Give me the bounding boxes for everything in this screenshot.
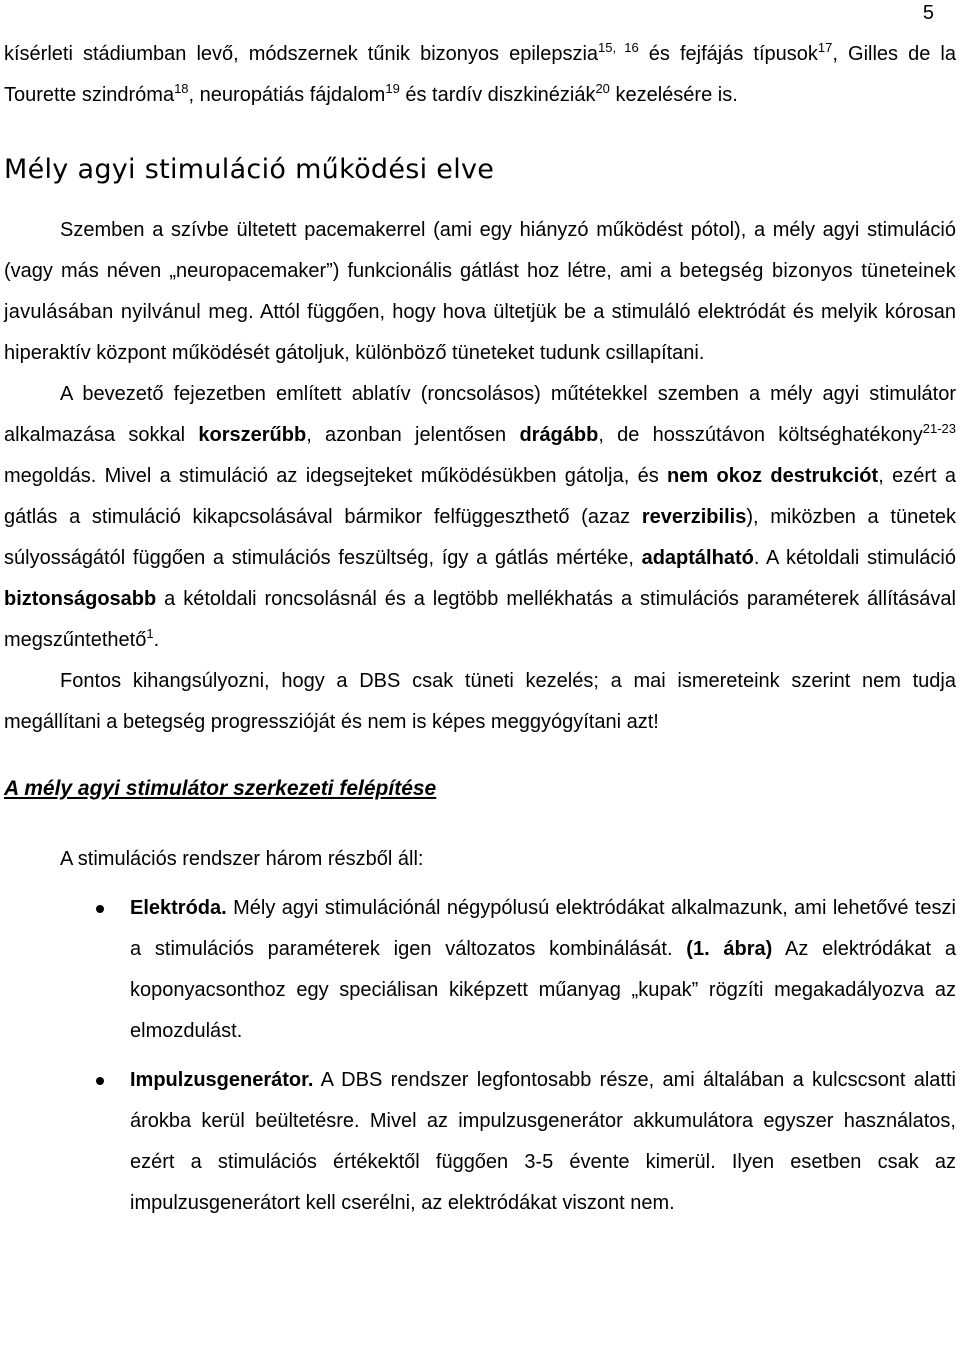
citation: 21-23 xyxy=(922,421,956,436)
citation: 15, 16 xyxy=(598,40,639,55)
document-body xyxy=(4,34,956,1232)
intro-paragraph: kísérleti stádiumban levő, módszernek tűnik bizonyos epilepszia$^{15, 16}$ és fejfájás típusok$^{17}$, Gilles de la Tourette szindróma$^{18}$, neuropátiás fájdalom$^{19}$ és tardív diszkinéziák$^{20}$ kezelésére is. xyxy=(4,40,956,106)
bullet-icon xyxy=(96,1077,104,1085)
list-item-electrode: Elektróda. Mély agyi stimulációnál négypólusú elektródákat alkalmazunk, ami lehetővé teszi a stimulációs paraméterek igen változatos kombinálását. (1. ábra) Az elektródákat a koponyacsonthoz egy speciálisan kiképzett műanyag „kupak” rögzíti megakadályozva az elmozdulást. xyxy=(4,888,956,1052)
paragraph-principle: Szemben a szívbe ültetett pacemakerrel (ami egy hiányzó működést pótol), a mély agyi stimuláció (vagy más néven „neuropacemaker”) funkcionális gátlást hoz létre, ami a betegség bizonyos tüneteinek javulásában nyilvánul meg. Attól függően, hogy hova ültetjük be a stimuláló elektródát és melyik kórosan hiperaktív központ működését gátoljuk, különböző tüneteket tudunk csillapítani. xyxy=(4,219,956,364)
citation: 18 xyxy=(174,81,189,96)
section-heading-working-principle: Mély agyi stimuláció működési elve xyxy=(4,154,495,185)
section-heading-structure: A mély agyi stimulátor szerkezeti felépítése xyxy=(4,777,437,800)
paragraph-note: Fontos kihangsúlyozni, hogy a DBS csak tüneti kezelés; a mai ismereteink szerint nem tudja megállítani a betegség progresszióját és nem is képes meggyógyítani azt! xyxy=(4,670,956,733)
citation: 17 xyxy=(817,40,833,55)
paragraph-advantages: A bevezető fejezetben említett ablatív (roncsolásos) műtétekkel szemben a mély agyi stimulátor alkalmazása sokkal korszerűbb, azonban jelentősen drágább, de hosszútávon költséghatékony$^{21-23}$ megoldás. Mivel a stimuláció az idegsejteket működésükben gátolja, és nem okoz destrukciót, ezért a gátlás a stimuláció kikapcsolásával bármikor felfüggeszthető (azaz reverzibilis), miközben a tünetek súlyosságától függően a stimulációs feszültség, így a gátlás mértéke, adaptálható. A kétoldali stimuláció biztonságosabb a kétoldali roncsolásnál és a legtöbb mellékhatás a stimulációs paraméterek állításával megszűntethető$^1$. xyxy=(4,383,956,651)
bullet-icon xyxy=(96,905,104,913)
paragraph-components-intro: A stimulációs rendszer három részből áll: xyxy=(60,848,424,870)
component-list xyxy=(4,888,956,1224)
citation: 1 xyxy=(146,626,154,641)
citation: 20 xyxy=(595,81,610,96)
page-number: 5 xyxy=(922,2,934,24)
list-item-generator: Impulzusgenerátor. A DBS rendszer legfontosabb része, ami általában a kulcscsont alatti árokba kerül beültetésre. Mivel az impulzusgenerátor akkumulátora egyszer használatos, ezért a stimulációs értékektől függően 3-5 évente kimerül. Ilyen esetben csak az impulzusgenerátort kell cserélni, az elektródákat viszont nem. xyxy=(4,1060,956,1224)
citation: 19 xyxy=(385,81,400,96)
